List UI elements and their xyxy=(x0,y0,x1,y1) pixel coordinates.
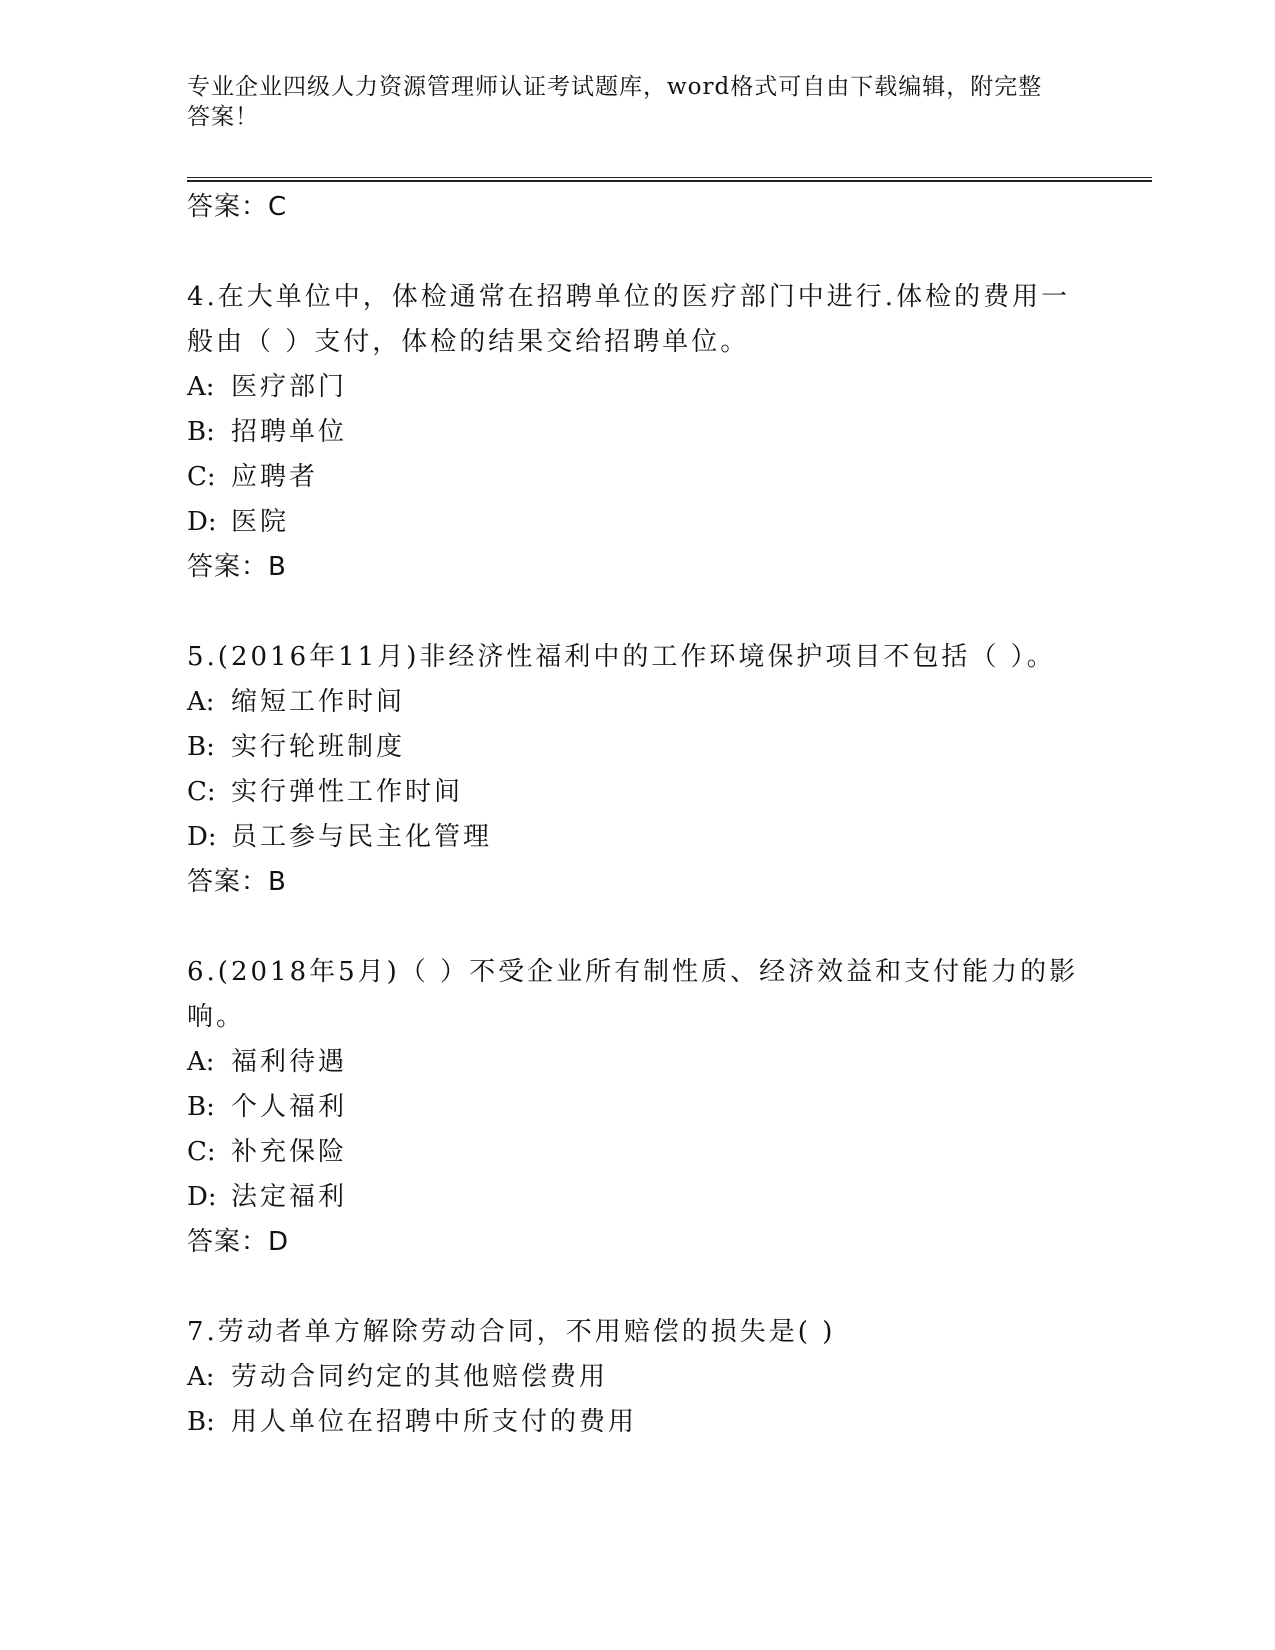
question-text-line: 6.(2018年5月)（ ）不受企业所有制性质、经济效益和支付能力的影 xyxy=(187,957,1079,987)
option-text: 实行轮班制度 xyxy=(231,732,406,762)
option-label: C: xyxy=(187,777,216,807)
question-text-line: 响。 xyxy=(187,1002,246,1032)
question-text-line: 7.劳动者单方解除劳动合同，不用赔偿的损失是( ) xyxy=(187,1317,836,1347)
question-6 xyxy=(187,950,1087,1265)
option-label: B: xyxy=(187,732,215,762)
option-a xyxy=(187,680,1087,725)
option-b xyxy=(187,1400,1087,1445)
option-d xyxy=(187,815,1087,860)
document-body xyxy=(187,185,1087,1445)
option-label: B: xyxy=(187,1407,215,1437)
header-line-2: 答案！ xyxy=(187,104,259,130)
option-text: 法定福利 xyxy=(231,1182,348,1212)
option-a xyxy=(187,1355,1087,1400)
option-d xyxy=(187,1175,1087,1220)
option-b xyxy=(187,725,1087,770)
question-5 xyxy=(187,635,1087,905)
option-text: 福利待遇 xyxy=(231,1047,348,1077)
answer: 答案：D xyxy=(187,1227,290,1257)
option-d xyxy=(187,500,1087,545)
option-label: B: xyxy=(187,1092,215,1122)
header-divider xyxy=(187,177,1152,182)
option-text: 实行弹性工作时间 xyxy=(231,777,464,807)
question-7 xyxy=(187,1310,1087,1445)
question-text-line: 般由（ ）支付，体检的结果交给招聘单位。 xyxy=(187,327,750,357)
option-text: 补充保险 xyxy=(231,1137,348,1167)
option-label: A: xyxy=(187,1047,215,1077)
option-text: 招聘单位 xyxy=(231,417,348,447)
option-b xyxy=(187,1085,1087,1130)
question-4 xyxy=(187,275,1087,590)
option-text: 员工参与民主化管理 xyxy=(231,822,493,852)
option-text: 劳动合同约定的其他赔偿费用 xyxy=(231,1362,609,1392)
option-a xyxy=(187,365,1087,410)
option-text: 缩短工作时间 xyxy=(231,687,406,717)
option-c xyxy=(187,770,1087,815)
option-text: 医疗部门 xyxy=(231,372,348,402)
answer-previous: 答案：C xyxy=(187,192,288,222)
option-label: C: xyxy=(187,1137,216,1167)
option-text: 医院 xyxy=(231,507,290,537)
document-header xyxy=(187,72,1077,132)
question-text-line: 5.(2016年11月)非经济性福利中的工作环境保护项目不包括（ ）。 xyxy=(187,642,1056,672)
option-label: D: xyxy=(187,1182,217,1212)
option-label: B: xyxy=(187,417,215,447)
option-label: D: xyxy=(187,822,217,852)
option-text: 个人福利 xyxy=(231,1092,348,1122)
option-label: C: xyxy=(187,462,216,492)
option-text: 用人单位在招聘中所支付的费用 xyxy=(231,1407,638,1437)
header-line-1: 专业企业四级人力资源管理师认证考试题库，word格式可自由下载编辑，附完整 xyxy=(187,74,1043,100)
answer: 答案：B xyxy=(187,552,287,582)
option-label: A: xyxy=(187,1362,215,1392)
option-a xyxy=(187,1040,1087,1085)
option-c xyxy=(187,1130,1087,1175)
option-label: D: xyxy=(187,507,217,537)
option-label: A: xyxy=(187,372,215,402)
option-text: 应聘者 xyxy=(231,462,319,492)
option-b xyxy=(187,410,1087,455)
question-text-line: 4.在大单位中，体检通常在招聘单位的医疗部门中进行.体检的费用一 xyxy=(187,282,1071,312)
option-label: A: xyxy=(187,687,215,717)
answer: 答案：B xyxy=(187,867,287,897)
option-c xyxy=(187,455,1087,500)
